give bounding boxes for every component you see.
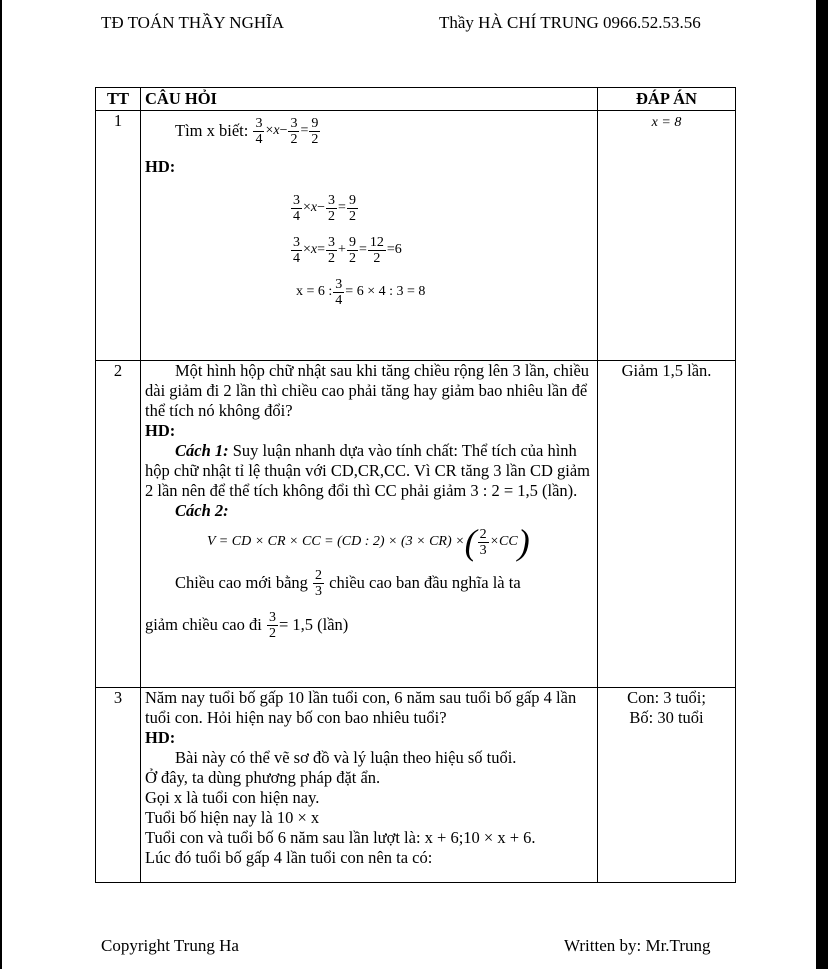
q1-hd-label: HD: bbox=[145, 157, 176, 176]
q3-line: Gọi x là tuổi con hiện nay. bbox=[145, 788, 320, 807]
answer-cell bbox=[598, 361, 736, 688]
q2-text: Một hình hộp chữ nhật sau khi tăng chiều rộng lên 3 lần, chiều dài giảm đi 2 lần thì chiều cao phải tăng hay giảm bao nhiêu lần để thể tích nó không đổi? bbox=[145, 361, 590, 420]
col-header-question: CÂU HỎI bbox=[141, 88, 598, 111]
q3-line: Lúc đó tuổi bố gấp 4 lần tuổi con nên ta có: bbox=[145, 848, 433, 867]
q1-answer: x = 8 bbox=[651, 115, 682, 130]
q1-prompt-text: Tìm x biết: bbox=[175, 121, 249, 140]
q3-answer-father: Bố: 30 tuổi bbox=[629, 708, 704, 727]
table-row bbox=[96, 111, 736, 361]
q2-method2-label: Cách 2: bbox=[175, 501, 229, 520]
col-header-tt: TT bbox=[96, 88, 141, 111]
table-header-row bbox=[96, 88, 736, 111]
col-header-answer: ĐÁP ÁN bbox=[598, 88, 736, 111]
table-row bbox=[96, 688, 736, 883]
q1-eq2: 3 4 × x = 3 2 + 9 2 = 12 2 =6 bbox=[293, 234, 402, 266]
q3-hd-label: HD: bbox=[145, 728, 176, 747]
q3-line: Ở đây, ta dùng phương pháp đặt ẩn. bbox=[145, 768, 381, 787]
question-cell bbox=[141, 361, 598, 688]
header-right: Thầy HÀ CHÍ TRUNG 0966.52.53.56 bbox=[439, 13, 701, 32]
q2-line2: Chiều cao mới bằng 2 3 chiều cao ban đầu nghĩa là ta bbox=[175, 567, 521, 599]
q2-formula: V = CD × CR × CC = (CD : 2) × (3 × CR) × ( 2 3 ×CC ) bbox=[207, 522, 530, 562]
header-left: TĐ TOÁN THẦY NGHĨA bbox=[101, 13, 285, 32]
q1-prompt: Tìm x biết: $\frac{3}{4}$ ×x− $\frac{3}{2}$ = $\frac{9}{2}$ bbox=[175, 115, 319, 147]
q2-hd-label: HD: bbox=[145, 421, 176, 440]
qa-table bbox=[95, 87, 736, 883]
table-row bbox=[96, 361, 736, 688]
q3-text: Năm nay tuổi bố gấp 10 lần tuổi con, 6 năm sau tuổi bố gấp 4 lần tuổi con. Hỏi hiện nay bố con bao nhiêu tuổi? bbox=[145, 688, 577, 727]
row-number: 2 bbox=[96, 361, 141, 688]
q2-line3: giảm chiều cao đi $\frac{3}{2}$ = 1,5 (lần) bbox=[145, 609, 349, 641]
q3-answer-child: Con: 3 tuổi; bbox=[627, 688, 706, 707]
row-number: 1 bbox=[96, 111, 141, 361]
document-page bbox=[2, 0, 816, 969]
footer-left: Copyright Trung Ha bbox=[101, 936, 239, 955]
fraction: $\frac{3}{4}$ bbox=[255, 115, 263, 147]
q3-line: Bài này có thể vẽ sơ đồ và lý luận theo hiệu số tuổi. bbox=[175, 748, 517, 767]
footer-right: Written by: Mr.Trung bbox=[564, 936, 711, 955]
question-cell bbox=[141, 688, 598, 883]
row-number: 3 bbox=[96, 688, 141, 883]
q2-method1: Cách 1: Suy luận nhanh dựa vào tính chất: Thể tích của hình hộp chữ nhật tỉ lệ thuận với CD,CR,CC. Vì CR tăng 3 lần CD giảm 2 lần nên để thể tích không đổi thì CC phải giảm 3 : 2 = 1,5 (lần). bbox=[145, 441, 590, 500]
answer-cell bbox=[598, 688, 736, 883]
q3-line: Tuổi bố hiện nay là 10 × x bbox=[145, 808, 320, 827]
fraction: $\frac{9}{2}$ bbox=[311, 115, 319, 147]
q1-eq1: 3 4 × x − 3 2 = 9 2 bbox=[293, 192, 356, 224]
q3-line: Tuổi con và tuổi bố 6 năm sau lần lượt là: x + 6;10 × x + 6. bbox=[145, 828, 536, 847]
fraction: $\frac{3}{2}$ bbox=[290, 115, 298, 147]
question-cell bbox=[141, 111, 598, 361]
answer-cell bbox=[598, 111, 736, 361]
q1-eq3: x = 6 : $\frac{3}{4}$ = 6 × 4 : 3 = 8 bbox=[296, 276, 426, 308]
q2-answer: Giảm 1,5 lần. bbox=[621, 361, 712, 380]
q1-solution bbox=[145, 187, 593, 313]
